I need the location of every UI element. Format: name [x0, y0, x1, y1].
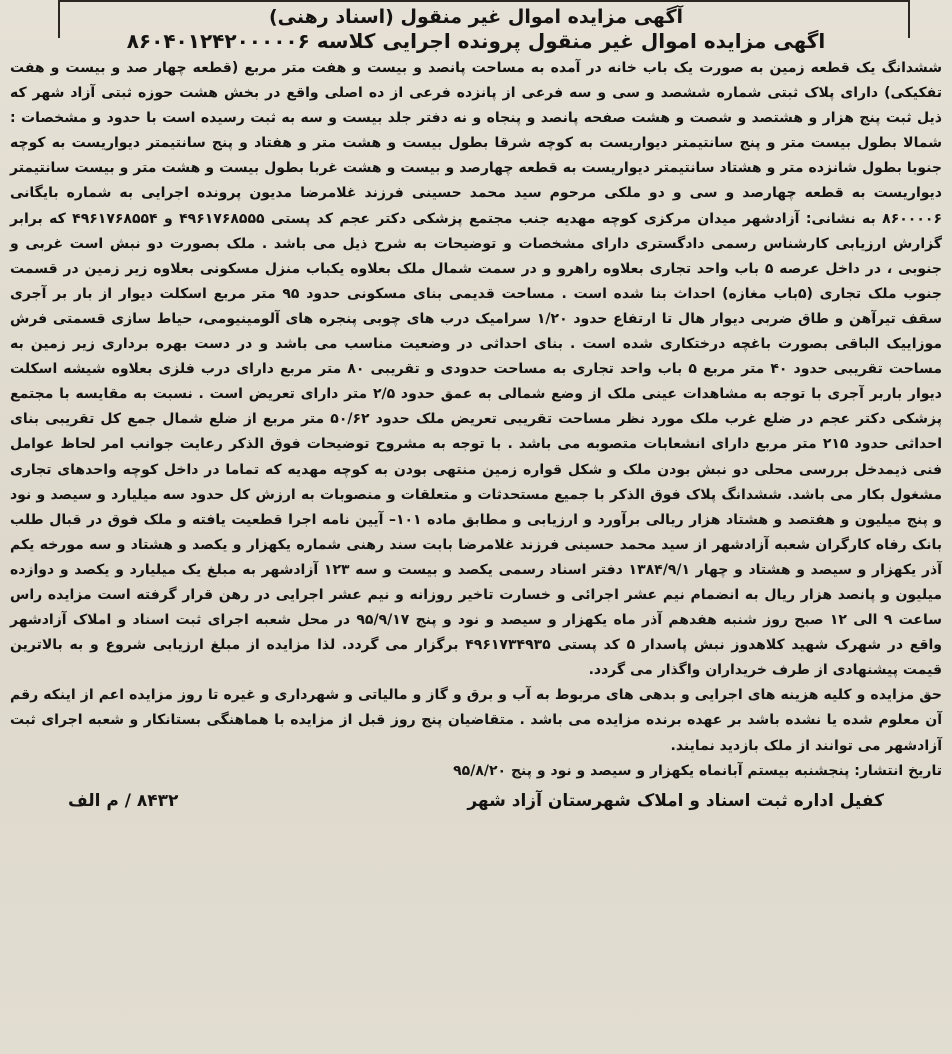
notice-paragraph-main: ششدانگ یک قطعه زمین به صورت یک باب خانه در آمده به مساحت پانصد و بیست و هفت متر مربع (قطعه چهار صد و بیست و هفت تفکیکی) دارای پلاک ثبتی شماره ششصد و سی و سه فرعی از پانزده فرعی از ده اصلی واقع در بخش هشت حوزه ثبتی آزاد شهر که ذیل ثبت پنج هزار و هشتصد و شصت و هشت صفحه پانصد و پنجاه و نه دفتر جلد بیست و سه به ثبت رسیده است با حدود و مشخصات : شمالا بطول بیست متر و پنج سانتیمتر دیواریست به کوچه شرقا بطول بیست و هشت متر و هفتاد و پنج سانتیمتر دیواریست به کوچه جنوبا بطول شانزده متر و هشتاد سانتیمتر دیواریست به قطعه چهارصد و بیست و هشت غربا بطول بیست و هشت متر و بیست سانتیمتر دیواریست به قطعه چهارصد و سی و دو ملکی مرحوم سید محمد حسینی فرزند غلامرضا مدیون پرونده اجرایی به شماره بایگانی ۸۶۰۰۰۰۶ به نشانی: آزادشهر میدان مرکزی کوچه مهدیه جنب مجتمع پزشکی دکتر عجم کد پستی ۴۹۶۱۷۶۸۵۵۵ و ۴۹۶۱۷۶۸۵۵۴ که برابر گزارش ارزیابی کارشناس رسمی دادگستری دارای مشخصات و توضیحات به شرح ذیل می باشد . ملک بصورت دو نبش است غربی و جنوبی ، در داخل عرصه ۵ باب واحد تجاری بعلاوه راهرو و در سمت شمال ملک بعلاوه یکباب منزل مسکونی بعلاوه زیر زمین در قسمت جنوب ملک تجاری (۵باب مغازه) احداث بنا شده است . مساحت قدیمی بنای مسکونی حدود ۹۵ متر مربع اسکلت دیوار از بار بر آجری سقف تیرآهن و طاق ضربی دیوار هال تا ارتفاع حدود ۱/۲۰ سرامیک درب های چوبی پنجره های آلومینیومی، حیاط سازی قسمتی فرش موزاییک الباقی بصورت باغچه درختکاری شده است . بنای احداثی در وضعیت مناسب می باشد و در دست بهره برداری زیر زمین به مساحت تقریبی حدود ۴۰ متر مربع ۵ باب واحد تجاری به مساحت حدودی و تقریبی ۸۰ متر مربع دارای درب فلزی بعلاوه شیشه اسکلت دیوار باربر آجری با توجه به مشاهدات عینی ملک از وضع شمالی به عمق حدود ۲/۵ متر دارای تعریض است . نسبت به مقایسه با مجتمع پزشکی دکتر عجم در ضلع غرب ملک مورد نظر مساحت تقریبی تعریض ملک حدود ۵۰/۶۲ متر مربع از ضلع شمال جمع کل تقریبی بنای احداثی حدود ۲۱۵ متر مربع دارای انشعابات متصوبه می باشد . با توجه به مشروح توضیحات فوق الذکر رعایت جوانب امر لحاظ عوامل فنی ذیمدخل بررسی محلی دو نبش بودن ملک و شکل قواره زمین منتهی بودن به کوچه مهدیه که تماما در داخل کوچه واحدهای تجاری مشغول بکار می باشد. ششدانگ پلاک فوق الذکر با جمیع مستحدثات و متعلقات و منصوبات به ارزش کل حدود سه میلیارد و سیصد و نود و پنج میلیون و هفتصد و هشتاد هزار ریالی برآورد و ارزیابی و مطابق ماده ۱۰۱– آیین نامه اجرا قطعیت یافته و ملک فوق در قبال طلب بانک رفاه کارگران شعبه آزادشهر از سید محمد حسینی فرزند غلامرضا بابت سند رهنی شماره یکهزار و یکصد و هشتاد و سه مورخه یکم آذر یکهزار و سیصد و هشتاد و چهار ۱۳۸۴/۹/۱ دفتر اسناد رسمی یکصد و بیست و سه ۱۲۳ آزادشهر به مبلغ یک میلیارد و یکصد و دوازده میلیون و پانصد هزار ریال به انضمام نیم عشر اجرائی و خسارت تاخیر روزانه و نیم عشر اجرایی در رهن قرار گرفته است مزایده راس ساعت ۹ الی ۱۲ صبح روز شنبه هفدهم آذر ماه یکهزار و سیصد و نود و پنج ۹۵/۹/۱۷ در محل شعبه اجرای ثبت اسناد و املاک آزادشهر واقع در شهرک شهید کلاهدوز نبش پاسدار ۵ کد پستی ۴۹۶۱۷۳۴۹۳۵ برگزار می گردد. لذا مزایده از مبلغ ارزیابی شروع و به بالاترین قیمت پیشنهادی از طرف خریداران واگذار می گردد.	[10, 60, 943, 679]
notice-body	[8, 56, 944, 784]
notice-footer	[8, 784, 944, 814]
signature-line: کفیل اداره ثبت اسناد و املاک شهرستان آزاد شهر	[467, 790, 884, 811]
notice-paragraph-date: تاریخ انتشار: پنجشنبه بیستم آبانماه یکهزار و سیصد و نود و پنج ۹۵/۸/۲۰	[453, 762, 942, 779]
notice-title: آگهی مزایده اموال غیر منقول (اسناد رهنی)	[268, 6, 684, 28]
header-frame	[58, 0, 910, 38]
notice-subtitle: اگهی مزایده اموال غیر منقول پرونده اجرایی کلاسه ۸۶۰۴۰۱۲۴۲۰۰۰۰۰۶	[126, 29, 826, 53]
notice-code: ۸۴۳۲ / م الف	[68, 790, 179, 811]
notice-paragraph-costs: حق مزایده و کلیه هزینه های اجرایی و بدهی های مربوط به آب و برق و گاز و مالیاتی و شهرداری و غیره تا روز مزایده اعم از اینکه رقم آن معلوم شده یا نشده باشد بر عهده برنده مزایده می باشد . متقاضیان پنج روز قبل از مزایده با هماهنگی بستانکار و شعبه اجرای ثبت آزادشهر می توانند از ملک بازدید نمایند.	[10, 687, 942, 754]
